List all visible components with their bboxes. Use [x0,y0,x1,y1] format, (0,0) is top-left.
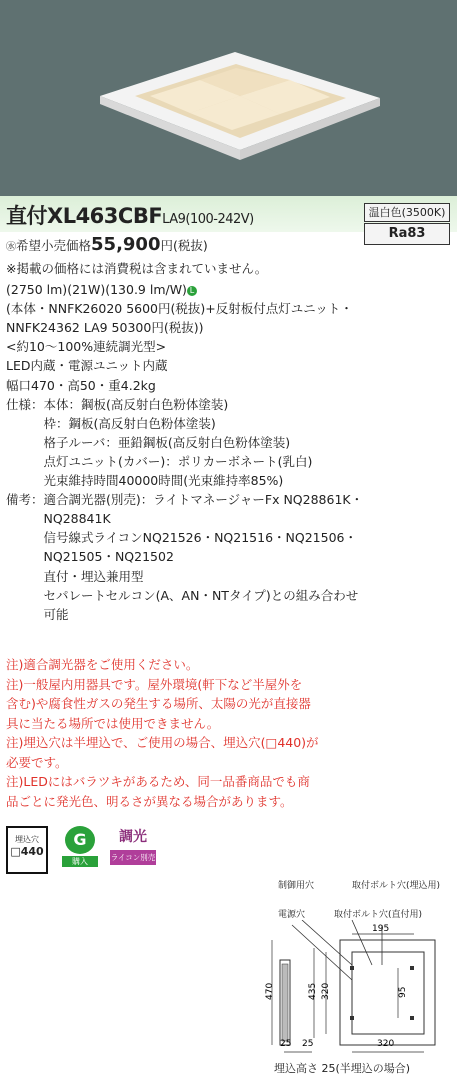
dim-sub: ライコン別売 [110,850,156,865]
note-line: 必要です。 [6,754,68,770]
embed-hole-label: 埋込穴 [15,835,39,844]
power-hole-label: 電源穴 [278,910,306,920]
note-line: 具に当たる場所では使用できません。 [6,715,220,731]
spec-line: LED内蔵・電源ユニット内蔵 [6,358,168,374]
embed-hole-value: □440 [10,845,44,858]
spec-line: NQ28841K [6,511,111,527]
note-line: 注)一般屋内用器具です。屋外環境(軒下など半屋外を [6,676,303,692]
spec-line: 点灯ユニット(カバー)：ポリカーボネート(乳白) [6,453,313,469]
tax-note: ※掲載の価格には消費税は含まれていません。 [6,261,268,276]
dim-25-right: 25 [302,1039,314,1049]
spec-line: 格子ルーバ：亜鉛鋼板(高反射白色粉体塗装) [6,434,291,450]
spec-line: 備考：適合調光器(別売)：ライトマネージャーFx NQ28861K・ [6,492,364,508]
spec-line: セパレートセルコン(A、AN・NTタイプ)との組み合わせ [6,587,359,603]
dim-label: 調光 [119,829,147,845]
green-purchase-icon [62,826,98,870]
ra-badge: Ra83 [364,223,450,245]
price-mark-icon: ㊌ [6,242,16,253]
ceiling-light-image [0,0,457,196]
dim-470: 470 [265,982,275,1000]
g-mark-icon: G [65,826,95,854]
note-line: 品ごとに発光色、明るさが異なる場合があります。 [6,793,293,809]
dim-195: 195 [372,924,390,934]
price-line [6,236,208,258]
price-value: 55,900 [91,234,161,255]
dim-320-horizontal: 320 [377,1039,395,1049]
model-suffix: LA9(100-242V) [162,212,254,227]
spec-line: 枠：鋼板(高反射白色粉体塗装) [6,415,216,431]
dim-25-left: 25 [280,1039,292,1049]
embed-hole-icon [6,826,48,874]
spec-line: <約10～100%連続調光型> [6,339,167,355]
led-icon: L [187,286,197,296]
bolt-embed-label: 取付ボルト穴(埋込用) [352,881,441,891]
bolt-direct-label: 取付ボルト穴(直付用) [334,910,423,920]
color-temp-badge: 温白色(3500K) [364,203,450,222]
dim-435: 435 [308,982,318,1000]
g-label: 購入 [62,856,98,867]
spec-line: 直付・埋込兼用型 [6,568,144,584]
spec-line: NQ21505・NQ21502 [6,549,174,565]
spec-line: 可能 [6,606,69,622]
spec-line: NNFK24362 LA9 50300円(税抜)) [6,320,204,336]
note-line: 含む)や腐食性ガスの発生する場所、太陽の光が直接器 [6,696,311,711]
dim-320-vertical: 320 [321,982,331,1000]
spec-line: 信号線式ライコンNQ21526・NQ21516・NQ21506・ [6,530,357,546]
spec-efficiency: (2750 lm)(21W)(130.9 lm/W) [6,282,187,297]
price-label: 希望小売価格 [16,238,92,253]
spec-line [6,281,197,300]
embed-height-note: 埋込高さ 25(半埋込の場合) [274,1062,411,1075]
note-line: 注)適合調光器をご使用ください。 [6,657,199,672]
dimension-diagram [262,920,457,1060]
note-line: 注)LEDにはバラツキがあるため、同一品番商品でも商 [6,774,310,789]
model-title [6,200,254,230]
control-hole-label: 制御用穴 [278,881,315,891]
spec-line: 幅口470・高50・重4.2kg [6,377,156,393]
model-prefix: 直付XL463CBF [6,204,163,228]
dim-95: 95 [398,986,408,998]
product-photo [0,0,457,196]
spec-line: 光束維持時間40000時間(光束維持率85%) [6,473,284,488]
dimming-icon [110,826,156,870]
spec-line: (本体・NNFK26020 5600円(税抜)+反射板付点灯ユニット・ [6,301,353,317]
spec-line: 仕様：本体：鋼板(高反射白色粉体塗装) [6,396,229,412]
note-line: 注)埋込穴は半埋込で、ご使用の場合、埋込穴(□440)が [6,735,319,750]
price-unit: 円(税抜) [160,238,208,253]
